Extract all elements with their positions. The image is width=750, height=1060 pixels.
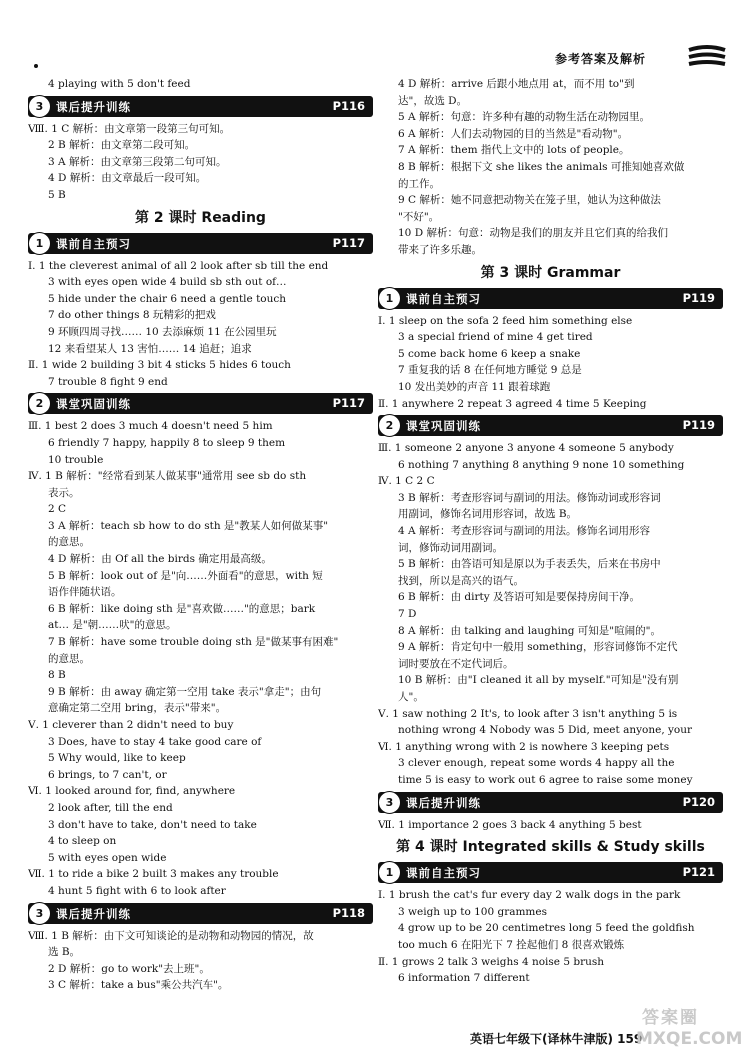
answer-line: Ⅱ. 1 anywhere 2 repeat 3 agreed 4 time 5 Keeping	[378, 397, 647, 410]
answer-line: 6 A 解析：人们去动物园的目的当然是"看动物"。	[398, 127, 629, 140]
answer-line: 4 grow up to be 20 centimetres long 5 feed the goldfish	[398, 922, 695, 935]
answer-line: Ⅳ. 1 B 解析："经常看到某人做某事"通常用 see sb do sth	[28, 470, 307, 483]
answer-line: 4 A 解析：考查形容词与副词的用法。修饰名词用形容	[398, 525, 650, 538]
answer-line: 表示。	[48, 486, 80, 499]
answer-line: 6 nothing 7 anything 8 anything 9 none 10 something	[398, 458, 685, 471]
watermark-line2: MXQE.COM	[636, 1029, 743, 1049]
section-bar	[378, 862, 723, 883]
answer-line: 的意思。	[48, 652, 90, 665]
answer-line: 7 重复我的话 8 在任何地方睡觉 9 总是	[398, 364, 582, 377]
answer-line: 10 B 解析：由"I cleaned it all by myself."可知是"没有别	[398, 674, 679, 687]
answer-line: 4 playing with 5 don't feed	[48, 78, 191, 90]
answer-line: 7 B 解析：have some trouble doing sth 是"做某事有困难"	[48, 636, 339, 649]
answer-line: 3 weigh up to 100 grammes	[398, 905, 547, 918]
answer-line: 带来了许多乐趣。	[398, 243, 482, 256]
answer-line: 5 A 解析：句意：许多种有趣的动物生活在动物园里。	[398, 111, 650, 124]
answer-line: 3 with eyes open wide 4 build sb sth out of…	[48, 276, 287, 289]
answer-line: 语作伴随状语。	[48, 586, 122, 599]
answer-line: 10 发出美妙的声音 11 跟着球跑	[398, 380, 551, 393]
section-label: 课前自主预习	[406, 291, 481, 306]
answer-line: 2 B 解析：由文章第二段可知。	[48, 139, 196, 152]
answer-line: Ⅶ. 1 importance 2 goes 3 back 4 anything 5 best	[378, 818, 642, 831]
section-bar	[378, 792, 723, 813]
answer-line: 9 B 解析：由 away 确定第一空用 take 表示"拿走"；由句	[48, 685, 322, 698]
answer-line: "不好"。	[398, 210, 440, 223]
section-page: P119	[682, 418, 715, 433]
answer-line: 6 brings, to 7 can't, or	[48, 768, 167, 781]
answer-line: 3 Does, have to stay 4 take good care of	[48, 735, 262, 748]
watermark-logo	[630, 1003, 743, 1057]
section-bar	[28, 96, 373, 117]
answer-line: 3 C 解析：take a bus"乘公共汽车"。	[48, 979, 229, 992]
answer-line: 12 来看望某人 13 害怕…… 14 追赶；追求	[48, 342, 252, 355]
section-bar	[28, 393, 373, 414]
answer-line: Ⅰ. 1 brush the cat's fur every day 2 walk dogs in the park	[378, 889, 681, 902]
section-number: 1	[378, 861, 401, 884]
answer-line: nothing wrong 4 Nobody was 5 Did, meet anyone, your	[398, 724, 693, 737]
section-bar	[378, 288, 723, 309]
answer-line: 9 A 解析：肯定句中一般用 something，形容词修饰不定代	[398, 641, 678, 654]
watermark-line1: 答案圈	[642, 1008, 699, 1028]
section-bar	[378, 415, 723, 436]
logo-icon	[685, 44, 729, 70]
answer-line: Ⅱ. 1 wide 2 building 3 bit 4 sticks 5 hides 6 touch	[28, 359, 291, 372]
answer-line: 7 do other things 8 玩精彩的把戏	[48, 309, 216, 322]
section-number: 1	[378, 287, 401, 310]
answer-line: 7 trouble 8 fight 9 end	[48, 375, 168, 388]
answer-line: time 5 is easy to work out 6 agree to raise some money	[398, 773, 693, 786]
section-label: 课后提升训练	[406, 795, 481, 810]
section-label: 课后提升训练	[56, 99, 131, 114]
answer-line: Ⅳ. 1 C 2 C	[378, 475, 435, 488]
section-bar	[28, 233, 373, 254]
lesson-title: 第 2 课时 Reading	[135, 209, 266, 226]
answer-line: 人"。	[398, 691, 424, 703]
section-page: P119	[682, 290, 715, 305]
section-label: 课后提升训练	[56, 906, 131, 921]
section-label: 课堂巩固训练	[406, 419, 481, 434]
answer-line: Ⅷ. 1 B 解析：由下文可知谈论的是动物和动物园的情况，故	[28, 929, 314, 942]
answer-line: 词时要放在不定代词后。	[398, 657, 514, 670]
answer-line: 6 friendly 7 happy, happily 8 to sleep 9 them	[48, 436, 286, 449]
answer-line: 8 A 解析：由 talking and laughing 可知是"喧闹的"。	[398, 624, 661, 637]
answer-line: 6 B 解析：like doing sth 是"喜欢做……"的意思；bark	[48, 602, 316, 615]
answer-line: Ⅰ. 1 sleep on the sofa 2 feed him something else	[378, 314, 633, 327]
section-number: 3	[378, 791, 401, 814]
answer-line: 5 hide under the chair 6 need a gentle touch	[48, 292, 287, 305]
answer-line: 5 come back home 6 keep a snake	[398, 347, 581, 360]
answer-line: at… 是"朝……吠"的意思。	[48, 619, 177, 632]
answer-line: 2 look after, till the end	[48, 801, 173, 814]
answer-line: Ⅷ. 1 C 解析：由文章第一段第三句可知。	[28, 122, 231, 135]
answer-line: 5 with eyes open wide	[48, 851, 167, 864]
answer-line: 10 trouble	[48, 453, 104, 466]
lesson-title: 第 4 课时 Integrated skills & Study skills	[396, 839, 705, 856]
answer-line: 6 B 解析：由 dirty 及答语可知是要保持房间干净。	[398, 591, 640, 604]
answer-line: 4 hunt 5 fight with 6 to look after	[48, 884, 226, 897]
lesson-title: 第 3 课时 Grammar	[480, 264, 621, 281]
section-page: P121	[682, 865, 715, 880]
answer-line: 3 a special friend of mine 4 get tired	[398, 331, 593, 344]
bullet-dot	[34, 64, 38, 68]
answer-line: Ⅵ. 1 anything wrong with 2 is nowhere 3 keeping pets	[378, 740, 670, 753]
answer-line: too much 6 在阳光下 7 拴起他们 8 很喜欢锻炼	[398, 938, 625, 951]
header-title: 参考答案及解析	[555, 52, 647, 66]
answer-line: 的工作。	[398, 177, 440, 190]
answer-line: 5 B 解析：由答语可知是原以为手表丢失，后来在书房中	[398, 558, 661, 571]
answer-line: Ⅴ. 1 cleverer than 2 didn't need to buy	[28, 719, 234, 731]
answer-line: 10 D 解析：句意：动物是我们的朋友并且它们真的给我们	[398, 227, 668, 240]
answer-line: Ⅶ. 1 to ride a bike 2 built 3 makes any trouble	[28, 868, 279, 881]
answer-line: 3 don't have to take, don't need to take	[48, 818, 257, 831]
section-label: 课堂巩固训练	[56, 397, 131, 412]
answer-line: Ⅲ. 1 best 2 does 3 much 4 doesn't need 5 him	[28, 420, 273, 433]
answer-line: 5 Why would, like to keep	[48, 752, 186, 765]
answer-line: 词，修饰动词用副词。	[398, 541, 503, 554]
answer-line: 达"，故选 D。	[398, 94, 468, 107]
section-number: 3	[28, 902, 51, 925]
section-page: P116	[332, 98, 365, 113]
answer-line: 4 D 解析：由 Of all the birds 确定用最高级。	[48, 553, 272, 566]
answer-line: Ⅴ. 1 saw nothing 2 It's, to look after 3 isn't anything 5 is	[378, 707, 678, 720]
answer-line: Ⅵ. 1 looked around for, find, anywhere	[28, 785, 236, 798]
answer-line: 2 D 解析：go to work"去上班"。	[48, 962, 210, 975]
answer-line: 2 C	[48, 503, 67, 516]
answer-line: 的意思。	[48, 536, 90, 549]
answer-line: 3 A 解析：由文章第三段第二句可知。	[48, 155, 227, 168]
answer-line: 用副词，修饰名词用形容词，故选 B。	[398, 508, 578, 521]
answer-line: 8 B	[48, 669, 66, 682]
answer-line: 5 B 解析：look out of 是"向……外面看"的意思，with 短	[48, 569, 323, 582]
section-number: 3	[28, 95, 51, 118]
answer-line: 3 A 解析：teach sb how to do sth 是"教某人如何做某事"	[48, 519, 329, 532]
section-number: 2	[378, 414, 401, 437]
answer-line: 6 information 7 different	[398, 972, 530, 985]
answer-line: Ⅰ. 1 the cleverest animal of all 2 look after sb till the end	[28, 259, 329, 272]
answer-line: 意确定第二空用 bring，表示"带来"。	[48, 702, 227, 715]
section-page: P118	[332, 905, 365, 920]
answer-line: 3 clever enough, repeat some words 4 happy all the	[398, 757, 675, 770]
section-bar	[28, 903, 373, 924]
answer-line: 4 to sleep on	[48, 835, 117, 848]
answer-line: 9 环顾四周寻找…… 10 去添麻烦 11 在公园里玩	[48, 325, 277, 338]
answer-line: 3 B 解析：考查形容词与副词的用法。修饰动词或形容词	[398, 491, 661, 504]
answer-line: 8 B 解析：根据下文 she likes the animals 可推知她喜欢做	[398, 160, 685, 173]
page-header	[545, 44, 735, 74]
section-number: 1	[28, 232, 51, 255]
answer-line: 7 A 解析：them 指代上文中的 lots of people。	[398, 144, 630, 157]
left-column	[28, 76, 373, 994]
answer-line: 选 B。	[48, 946, 81, 959]
answer-line: 5 B	[48, 188, 66, 201]
answer-line: 找到，所以是高兴的语气。	[398, 574, 524, 587]
right-column	[378, 76, 723, 987]
section-page: P117	[332, 396, 365, 411]
answer-line: 4 D 解析：由文章最后一段可知。	[48, 172, 207, 185]
answer-line: 9 C 解析：她不同意把动物关在笼子里，她认为这种做法	[398, 194, 661, 207]
answer-line: 4 D 解析：arrive 后跟小地点用 at，而不用 to"到	[398, 78, 635, 90]
section-label: 课前自主预习	[56, 236, 131, 251]
section-label: 课前自主预习	[406, 866, 481, 881]
answer-line: Ⅲ. 1 someone 2 anyone 3 anyone 4 someone 5 anybody	[378, 442, 674, 455]
section-page: P120	[682, 794, 715, 809]
page-footer: 英语七年级下(译林牛津版) 159	[470, 1032, 643, 1046]
section-page: P117	[332, 235, 365, 250]
answer-line: 7 D	[398, 608, 417, 621]
section-number: 2	[28, 392, 51, 415]
answer-line: Ⅱ. 1 grows 2 talk 3 weighs 4 noise 5 brush	[378, 955, 605, 968]
